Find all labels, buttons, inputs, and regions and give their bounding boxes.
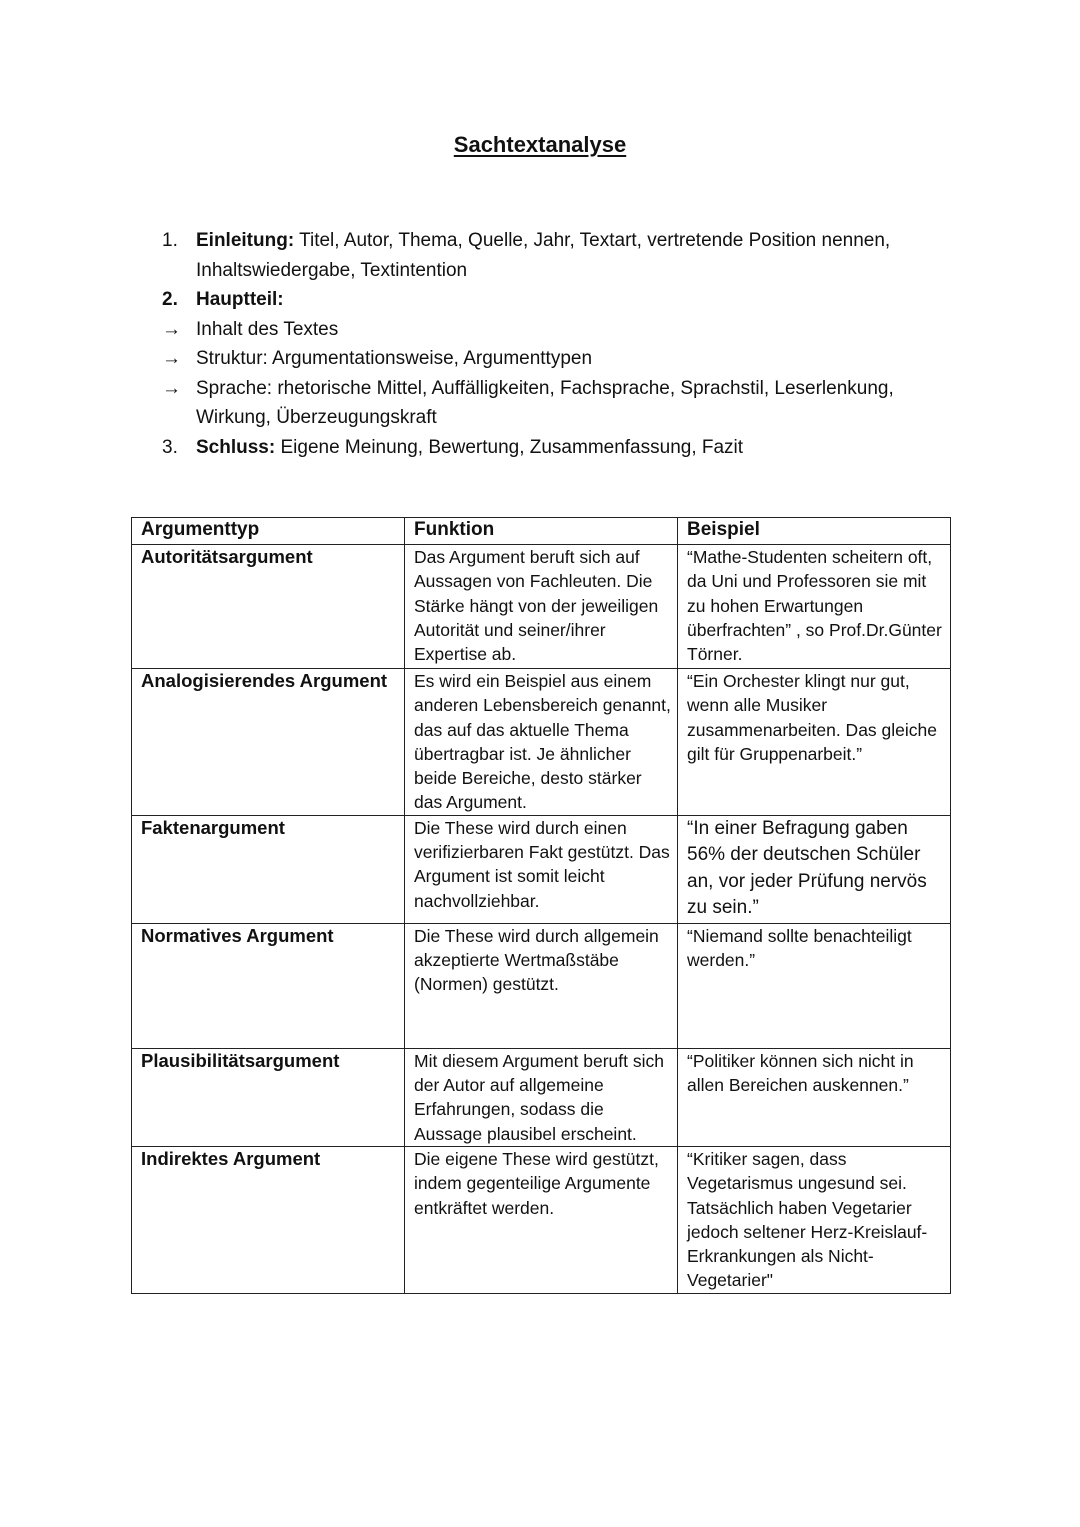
outline-number: 1. bbox=[162, 230, 178, 251]
table-row bbox=[132, 545, 951, 669]
outline-text: Inhalt des Textes bbox=[196, 318, 339, 340]
outline-text: Titel, Autor, Thema, Quelle, Jahr, Textart, vertretende Position nennen, Inhaltswiedergabe, Textintention bbox=[196, 230, 891, 281]
table-row bbox=[132, 669, 951, 816]
table-header-row bbox=[132, 518, 951, 545]
argument-type-cell: Indirektes Argument bbox=[132, 1146, 405, 1293]
argument-types-table bbox=[131, 517, 951, 1294]
outline-subitem bbox=[162, 374, 952, 433]
column-header-argumenttyp: Argumenttyp bbox=[132, 518, 405, 545]
outline-number: 2. bbox=[162, 289, 178, 310]
example-cell: “Politiker können sich nicht in allen Bereichen auskennen.” bbox=[678, 1048, 951, 1146]
outline-text: Sprache: rhetorische Mittel, Auffälligkeiten, Fachsprache, Sprachstil, Leserlenkung, Wirkung, Überzeugungskraft bbox=[196, 377, 894, 428]
outline-number: 3. bbox=[162, 436, 178, 458]
example-cell: “In einer Befragung gaben 56% der deutschen Schüler an, vor jeder Prüfung nervös zu sein.” bbox=[678, 815, 951, 923]
column-header-funktion: Funktion bbox=[405, 518, 678, 545]
argument-type-cell: Plausibilitätsargument bbox=[132, 1048, 405, 1146]
function-cell: Die These wird durch einen verifizierbaren Fakt gestützt. Das Argument ist somit leicht nachvollziehbar. bbox=[405, 815, 678, 923]
outline-text: Eigene Meinung, Bewertung, Zusammenfassung, Fazit bbox=[275, 436, 744, 458]
argument-type-cell: Analogisierendes Argument bbox=[132, 669, 405, 816]
outline-list bbox=[162, 226, 952, 462]
argument-type-cell: Normatives Argument bbox=[132, 923, 405, 1048]
argument-type-cell: Autoritätsargument bbox=[132, 545, 405, 669]
table-row bbox=[132, 923, 951, 1048]
example-cell: “Ein Orchester klingt nur gut, wenn alle Musiker zusammenarbeiten. Das gleiche gilt für Gruppenarbeit.” bbox=[678, 669, 951, 816]
outline-subitem bbox=[162, 315, 952, 345]
argument-type-cell: Faktenargument bbox=[132, 815, 405, 923]
example-cell: “Niemand sollte benachteiligt werden.” bbox=[678, 923, 951, 1048]
table-row bbox=[132, 1146, 951, 1293]
column-header-beispiel: Beispiel bbox=[678, 518, 951, 545]
function-cell: Mit diesem Argument beruft sich der Autor auf allgemeine Erfahrungen, sodass die Aussage plausibel erscheint. bbox=[405, 1048, 678, 1146]
arrow-icon: → bbox=[162, 377, 181, 399]
function-cell: Die These wird durch allgemein akzeptierte Wertmaßstäbe (Normen) gestützt. bbox=[405, 923, 678, 1048]
table-row bbox=[132, 1048, 951, 1146]
example-cell: “Mathe-Studenten scheitern oft, da Uni und Professoren sie mit zu hohen Erwartungen überfrachten” , so Prof.Dr.Günter Törner. bbox=[678, 545, 951, 669]
outline-heading: Einleitung: bbox=[196, 230, 295, 251]
function-cell: Es wird ein Beispiel aus einem anderen Lebensbereich genannt, das auf das aktuelle Thema übertragbar ist. Je ähnlicher beide Bereiche, desto stärker das Argument. bbox=[405, 669, 678, 816]
example-cell: “Kritiker sagen, dass Vegetarismus ungesund sei. Tatsächlich haben Vegetarier jedoch seltener Herz-Kreislauf-Erkrankungen als Nicht-Vegetarier" bbox=[678, 1146, 951, 1293]
outline-item-hauptteil bbox=[162, 285, 952, 315]
function-cell: Das Argument beruft sich auf Aussagen von Fachleuten. Die Stärke hängt von der jeweiligen Autorität und seiner/ihrer Expertise ab. bbox=[405, 545, 678, 669]
outline-subitem bbox=[162, 344, 952, 374]
arrow-icon: → bbox=[162, 348, 181, 369]
outline-heading: Hauptteil: bbox=[196, 289, 284, 310]
table-row bbox=[132, 815, 951, 923]
function-cell: Die eigene These wird gestützt, indem gegenteilige Argumente entkräftet werden. bbox=[405, 1146, 678, 1293]
outline-text: Struktur: Argumentationsweise, Argumenttypen bbox=[196, 348, 593, 369]
outline-item-einleitung bbox=[162, 226, 952, 285]
page-title: Sachtextanalyse bbox=[453, 132, 627, 157]
outline-heading: Schluss: bbox=[196, 436, 276, 458]
outline-item-schluss bbox=[162, 433, 952, 463]
arrow-icon: → bbox=[162, 318, 181, 340]
